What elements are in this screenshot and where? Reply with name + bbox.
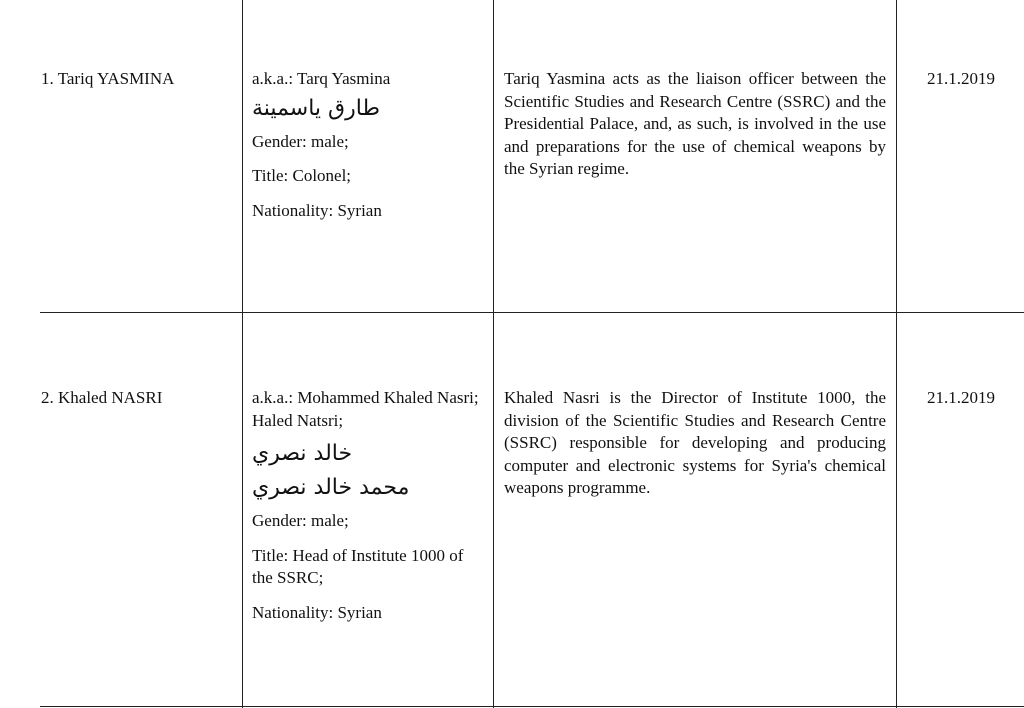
row-divider-1 bbox=[40, 312, 1024, 313]
reasons-text: Tariq Yasmina acts as the liaison officer between the Scientific Studies and Research Centre (SSRC) and the Presidential Palace, and, as such, is involved in the use and preparations for the use of chemical weapons by the Syrian regime. bbox=[504, 69, 886, 178]
arabic-name: خالد نصري bbox=[252, 441, 353, 466]
nationality-text: Nationality: Syrian bbox=[252, 200, 382, 220]
aka-text: a.k.a.: Tarq Yasmina bbox=[252, 69, 391, 88]
column-divider-3 bbox=[896, 0, 897, 708]
arabic-name: طارق ياسمينة bbox=[252, 95, 380, 121]
entry-name: 1. Tariq YASMINA bbox=[41, 69, 175, 88]
entry-identifying-info bbox=[252, 68, 488, 222]
entry-name: 2. Khaled NASRI bbox=[41, 388, 163, 407]
gender-text: Gender: male; bbox=[252, 131, 349, 151]
aka-text: a.k.a.: Mohammed Khaled Nasri; Haled Natsri; bbox=[252, 388, 479, 430]
column-divider-1 bbox=[242, 0, 243, 708]
entry-reasons bbox=[504, 68, 886, 181]
nationality-text: Nationality: Syrian bbox=[252, 602, 382, 622]
entry-identifying-info bbox=[252, 387, 488, 624]
listing-date: 21.1.2019 bbox=[927, 388, 995, 407]
gender-text: Gender: male; bbox=[252, 511, 349, 530]
listing-date: 21.1.2019 bbox=[927, 69, 995, 88]
title-text: Title: Head of Institute 1000 of the SSRC; bbox=[252, 545, 464, 587]
title-text: Title: Colonel; bbox=[252, 166, 352, 185]
reasons-text: Khaled Nasri is the Director of Institute 1000, the division of the Scientific Studies and Research Centre (SSRC) responsible for developing and producing computer and electronic systems for Syria's chemical weapons programme. bbox=[504, 388, 886, 497]
entry-reasons bbox=[504, 387, 886, 500]
column-divider-2 bbox=[493, 0, 494, 708]
arabic-name: محمد خالد نصري bbox=[252, 475, 410, 500]
row-divider-2 bbox=[40, 706, 1024, 707]
